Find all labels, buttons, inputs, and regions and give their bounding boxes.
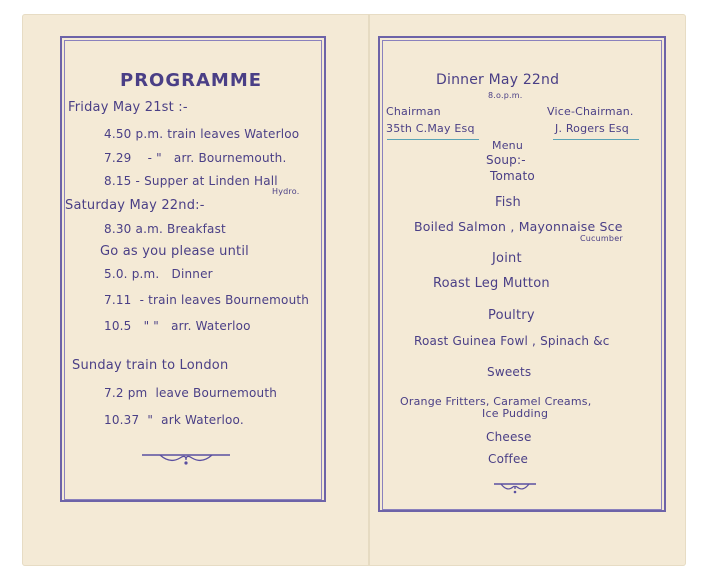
sweets-item-1: Orange Fritters, Caramel Creams, xyxy=(400,395,592,408)
sunday-time-2: 10.37 xyxy=(104,413,140,427)
vice-chairman-label: Vice-Chairman. xyxy=(547,105,634,118)
menu-time: 8.o.p.m. xyxy=(488,91,523,100)
card-fold xyxy=(368,14,370,566)
joint-item: Roast Leg Mutton xyxy=(433,276,550,291)
friday-row-2 xyxy=(104,151,287,165)
friday-row-4: Hydro. xyxy=(272,187,300,196)
saturday-ditto-5: " " xyxy=(143,319,160,333)
friday-row-3 xyxy=(104,174,278,188)
friday-heading: Friday May 21st :- xyxy=(68,100,188,115)
poultry-label: Poultry xyxy=(488,308,535,323)
sunday-time-1: 7.2 pm xyxy=(104,386,148,400)
programme-title: PROGRAMME xyxy=(120,70,263,91)
programme-flourish-ornament xyxy=(140,450,232,468)
soup-item: Tomato xyxy=(490,169,535,183)
chairman-label: Chairman xyxy=(386,105,441,118)
sunday-row-2 xyxy=(104,413,244,427)
soup-label: Soup:- xyxy=(486,153,526,167)
menu-label: Menu xyxy=(492,139,524,152)
sweets-item-2: Ice Pudding xyxy=(482,407,549,420)
saturday-heading: Saturday May 22nd:- xyxy=(65,198,205,213)
saturday-row-1 xyxy=(104,222,226,236)
menu-card xyxy=(22,14,686,566)
menu-flourish-ornament xyxy=(493,481,537,495)
saturday-row-5 xyxy=(104,319,251,333)
saturday-text-1: Breakfast xyxy=(167,222,226,236)
fish-side: Cucumber xyxy=(580,234,623,243)
fish-item: Boiled Salmon , Mayonnaise Sce xyxy=(414,219,623,234)
chairman-underline xyxy=(387,139,479,140)
vice-chairman-underline xyxy=(553,139,639,140)
sunday-row-1 xyxy=(104,386,277,400)
cheese-label: Cheese xyxy=(486,430,532,444)
friday-ditto-2: - " xyxy=(147,151,162,165)
fish-label: Fish xyxy=(495,195,521,210)
sweets-label: Sweets xyxy=(487,365,532,379)
joint-label: Joint xyxy=(492,251,522,266)
friday-text-2: arr. Bournemouth. xyxy=(173,151,287,165)
friday-time-3: 8.15 xyxy=(104,174,132,188)
saturday-text-4: - train leaves Bournemouth xyxy=(139,293,310,307)
friday-time-1: 4.50 p.m. xyxy=(104,127,164,141)
saturday-text-3: Dinner xyxy=(171,267,213,281)
sunday-text-2: ark Waterloo. xyxy=(161,413,244,427)
chairman-name: 35th C.May Esq xyxy=(386,122,475,135)
friday-text-1: train leaves Waterloo xyxy=(167,127,300,141)
coffee-label: Coffee xyxy=(488,452,529,466)
saturday-time-1: 8.30 a.m. xyxy=(104,222,164,236)
poultry-item: Roast Guinea Fowl , Spinach &c xyxy=(414,334,610,348)
sunday-heading: Sunday train to London xyxy=(72,358,229,373)
sunday-text-1: leave Bournemouth xyxy=(155,386,278,400)
friday-time-2: 7.29 xyxy=(104,151,132,165)
saturday-row-4 xyxy=(104,293,309,307)
friday-text-3: - Supper at Linden Hall xyxy=(135,174,278,188)
saturday-text-5: arr. Waterloo xyxy=(171,319,251,333)
saturday-row-2: Go as you please until xyxy=(100,244,249,259)
vice-chairman-name: J. Rogers Esq xyxy=(555,122,629,135)
saturday-time-3: 5.0. p.m. xyxy=(104,267,160,281)
saturday-row-3 xyxy=(104,267,213,281)
saturday-time-5: 10.5 xyxy=(104,319,132,333)
sunday-ditto-2: " xyxy=(147,413,154,427)
friday-row-1 xyxy=(104,127,299,141)
menu-title: Dinner May 22nd xyxy=(436,72,560,88)
saturday-time-4: 7.11 xyxy=(104,293,132,307)
